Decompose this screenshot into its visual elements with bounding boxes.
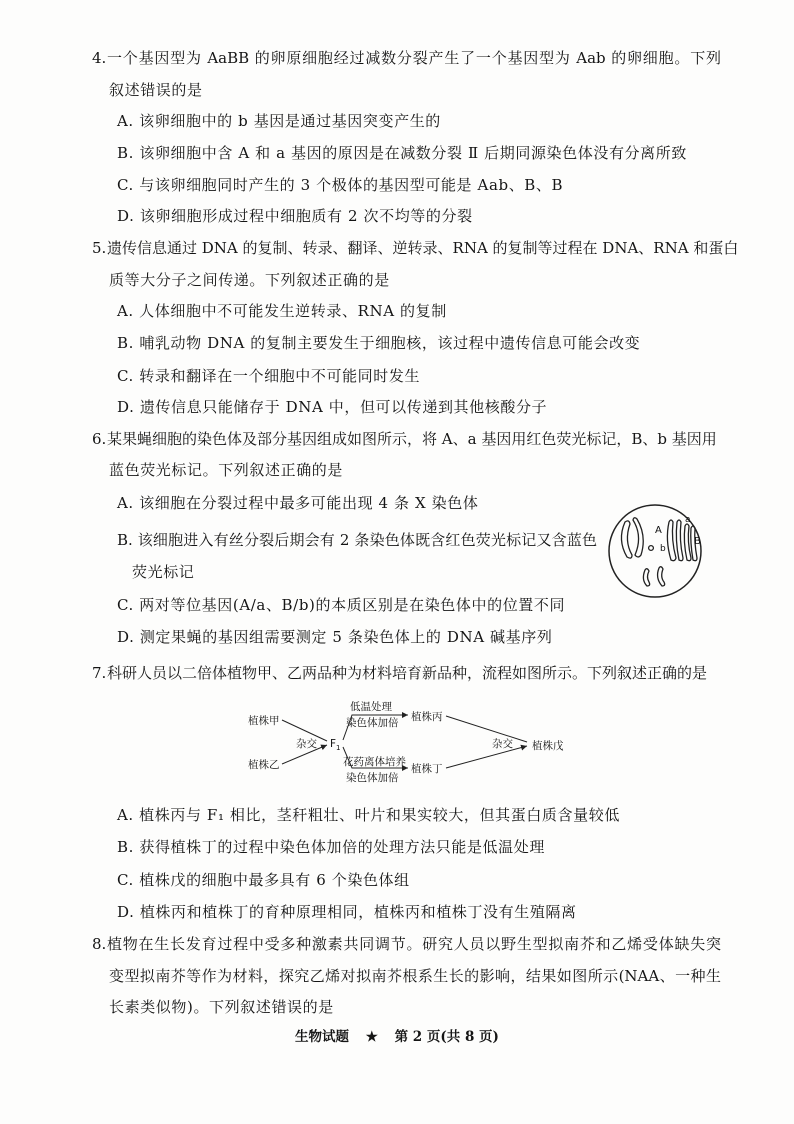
question-6-option-b: B. 该细胞进入有丝分裂后期会有 2 条染色体既含红色荧光标记又含蓝色 <box>117 531 597 549</box>
flow-plant-yi: 植株乙 <box>248 759 280 771</box>
flow-upper-doubling: 染色体加倍 <box>346 717 399 729</box>
question-8-stem-line-3: 长素类似物)。下列叙述错误的是 <box>109 998 334 1016</box>
question-6-option-b-continuation: 荧光标记 <box>132 563 195 581</box>
flow-line-ding <box>446 746 527 768</box>
question-5-option-b: B. 哺乳动物 DNA 的复制主要发生于细胞核，该过程中遗传信息可能会改变 <box>117 334 641 352</box>
gene-label-b: b <box>660 544 666 554</box>
chromosome-right-1 <box>667 520 676 561</box>
chromosome-bottom-1 <box>643 569 649 586</box>
question-6-option-c: C. 两对等位基因(A/a、B/b)的本质区别是在染色体中的位置不同 <box>117 596 566 614</box>
question-7-option-d: D. 植株丙和植株丁的育种原理相同，植株丙和植株丁没有生殖隔离 <box>117 903 577 921</box>
question-7-option-b: B. 获得植株丁的过程中染色体加倍的处理方法只能是低温处理 <box>117 838 545 856</box>
question-6-number: 6. <box>92 430 107 448</box>
chromosome-left-2 <box>633 518 643 557</box>
question-4-option-c: C. 与该卵细胞同时产生的 3 个极体的基因型可能是 Aab、B、B <box>117 176 564 194</box>
question-6-option-d: D. 测定果蝇的基因组需要测定 5 条染色体上的 DNA 碱基序列 <box>117 628 553 646</box>
question-6-option-a: A. 该细胞在分裂过程中最多可能出现 4 条 X 染色体 <box>117 494 479 512</box>
footer-subject: 生物试题 <box>295 1029 350 1045</box>
question-8-stem-line-2: 变型拟南芥等作为材料，探究乙烯对拟南芥根系生长的影响，结果如图所示(NAA、一种生 <box>109 967 721 985</box>
question-6-stem-line-2: 蓝色荧光标记。下列叙述正确的是 <box>109 461 344 479</box>
question-4-option-b: B. 该卵细胞中含 A 和 a 基因的原因是在减数分裂 Ⅱ 后期同源染色体没有分离所致 <box>117 144 687 162</box>
flow-cross-2: 杂交 <box>492 738 513 750</box>
gene-label-a: a <box>685 515 691 525</box>
question-7-stem: 科研人员以二倍体植物甲、乙两品种为材料培育新品种，流程如图所示。下列叙述正确的是 <box>107 664 708 682</box>
flow-f1 <box>330 738 341 752</box>
question-7-option-a: A. 植株丙与 F₁ 相比，茎秆粗壮、叶片和果实较大，但其蛋白质含量较低 <box>117 806 620 824</box>
question-5-stem-line-2: 质等大分子之间传递。下列叙述正确的是 <box>109 271 390 289</box>
flow-lower-treatment: 花药离体培养 <box>343 756 406 768</box>
flow-plant-ding: 植株丁 <box>411 763 443 775</box>
question-5-option-c: C. 转录和翻译在一个细胞中不可能同时发生 <box>117 367 421 385</box>
question-5-number: 5. <box>92 239 107 257</box>
flow-cross-1: 杂交 <box>296 738 317 750</box>
gene-label-B: B <box>694 536 701 547</box>
question-4-option-d: D. 该卵细胞形成过程中细胞质有 2 次不均等的分裂 <box>117 207 473 225</box>
chromosome-right-3 <box>684 524 691 561</box>
flow-f1-letter: F <box>330 738 337 750</box>
flow-plant-wu: 植株戊 <box>532 740 564 752</box>
question-4-number: 4. <box>92 49 107 67</box>
question-8-stem-line-1: 植物在生长发育过程中受多种激素共同调节。研究人员以野生型拟南芥和乙烯受体缺失突 <box>107 935 721 953</box>
question-5-option-d: D. 遗传信息只能储存于 DNA 中，但可以传递到其他核酸分子 <box>117 398 548 416</box>
question-5-option-a: A. 人体细胞中不可能发生逆转录、RNA 的复制 <box>117 302 447 320</box>
question-8-number: 8. <box>92 935 107 953</box>
question-4-stem-line-2: 叙述错误的是 <box>109 81 203 99</box>
footer-page-number: 第 2 页(共 8 页) <box>394 1029 499 1045</box>
question-7-option-c: C. 植株戊的细胞中最多具有 6 个染色体组 <box>117 871 410 889</box>
flow-lower-doubling: 染色体加倍 <box>346 772 399 784</box>
flow-plant-jia: 植株甲 <box>248 715 280 727</box>
flow-plant-bing: 植株丙 <box>411 711 443 723</box>
chromosome-left-1 <box>621 521 632 558</box>
question-4-stem-line-1: 一个基因型为 AaBB 的卵原细胞经过减数分裂产生了一个基因型为 Aab 的卵细胞。下列 <box>107 49 721 67</box>
flow-upper-treatment: 低温处理 <box>350 701 392 713</box>
chromosome-bottom-2 <box>658 567 665 586</box>
chromosome-dot <box>649 546 654 551</box>
fruit-fly-cell-diagram <box>605 500 707 606</box>
chromosome-right-2 <box>676 520 683 561</box>
question-5-stem-line-1: 遗传信息通过 DNA 的复制、转录、翻译、逆转录、RNA 的复制等过程在 DNA、RNA 和蛋白 <box>107 239 739 257</box>
flow-line-bing <box>446 716 527 742</box>
footer-star-icon: ★ <box>365 1029 378 1045</box>
page-footer <box>0 1027 794 1047</box>
question-4-option-a: A. 该卵细胞中的 b 基因是通过基因突变产生的 <box>117 112 441 130</box>
flow-f1-subscript: 1 <box>336 744 341 752</box>
gene-label-A: A <box>655 525 662 536</box>
breeding-flow-diagram <box>240 695 580 790</box>
question-7-number: 7. <box>92 664 107 682</box>
question-6-stem-line-1: 某果蝇细胞的染色体及部分基因组成如图所示，将 A、a 基因用红色荧光标记，B、b 基因用 <box>107 430 717 448</box>
